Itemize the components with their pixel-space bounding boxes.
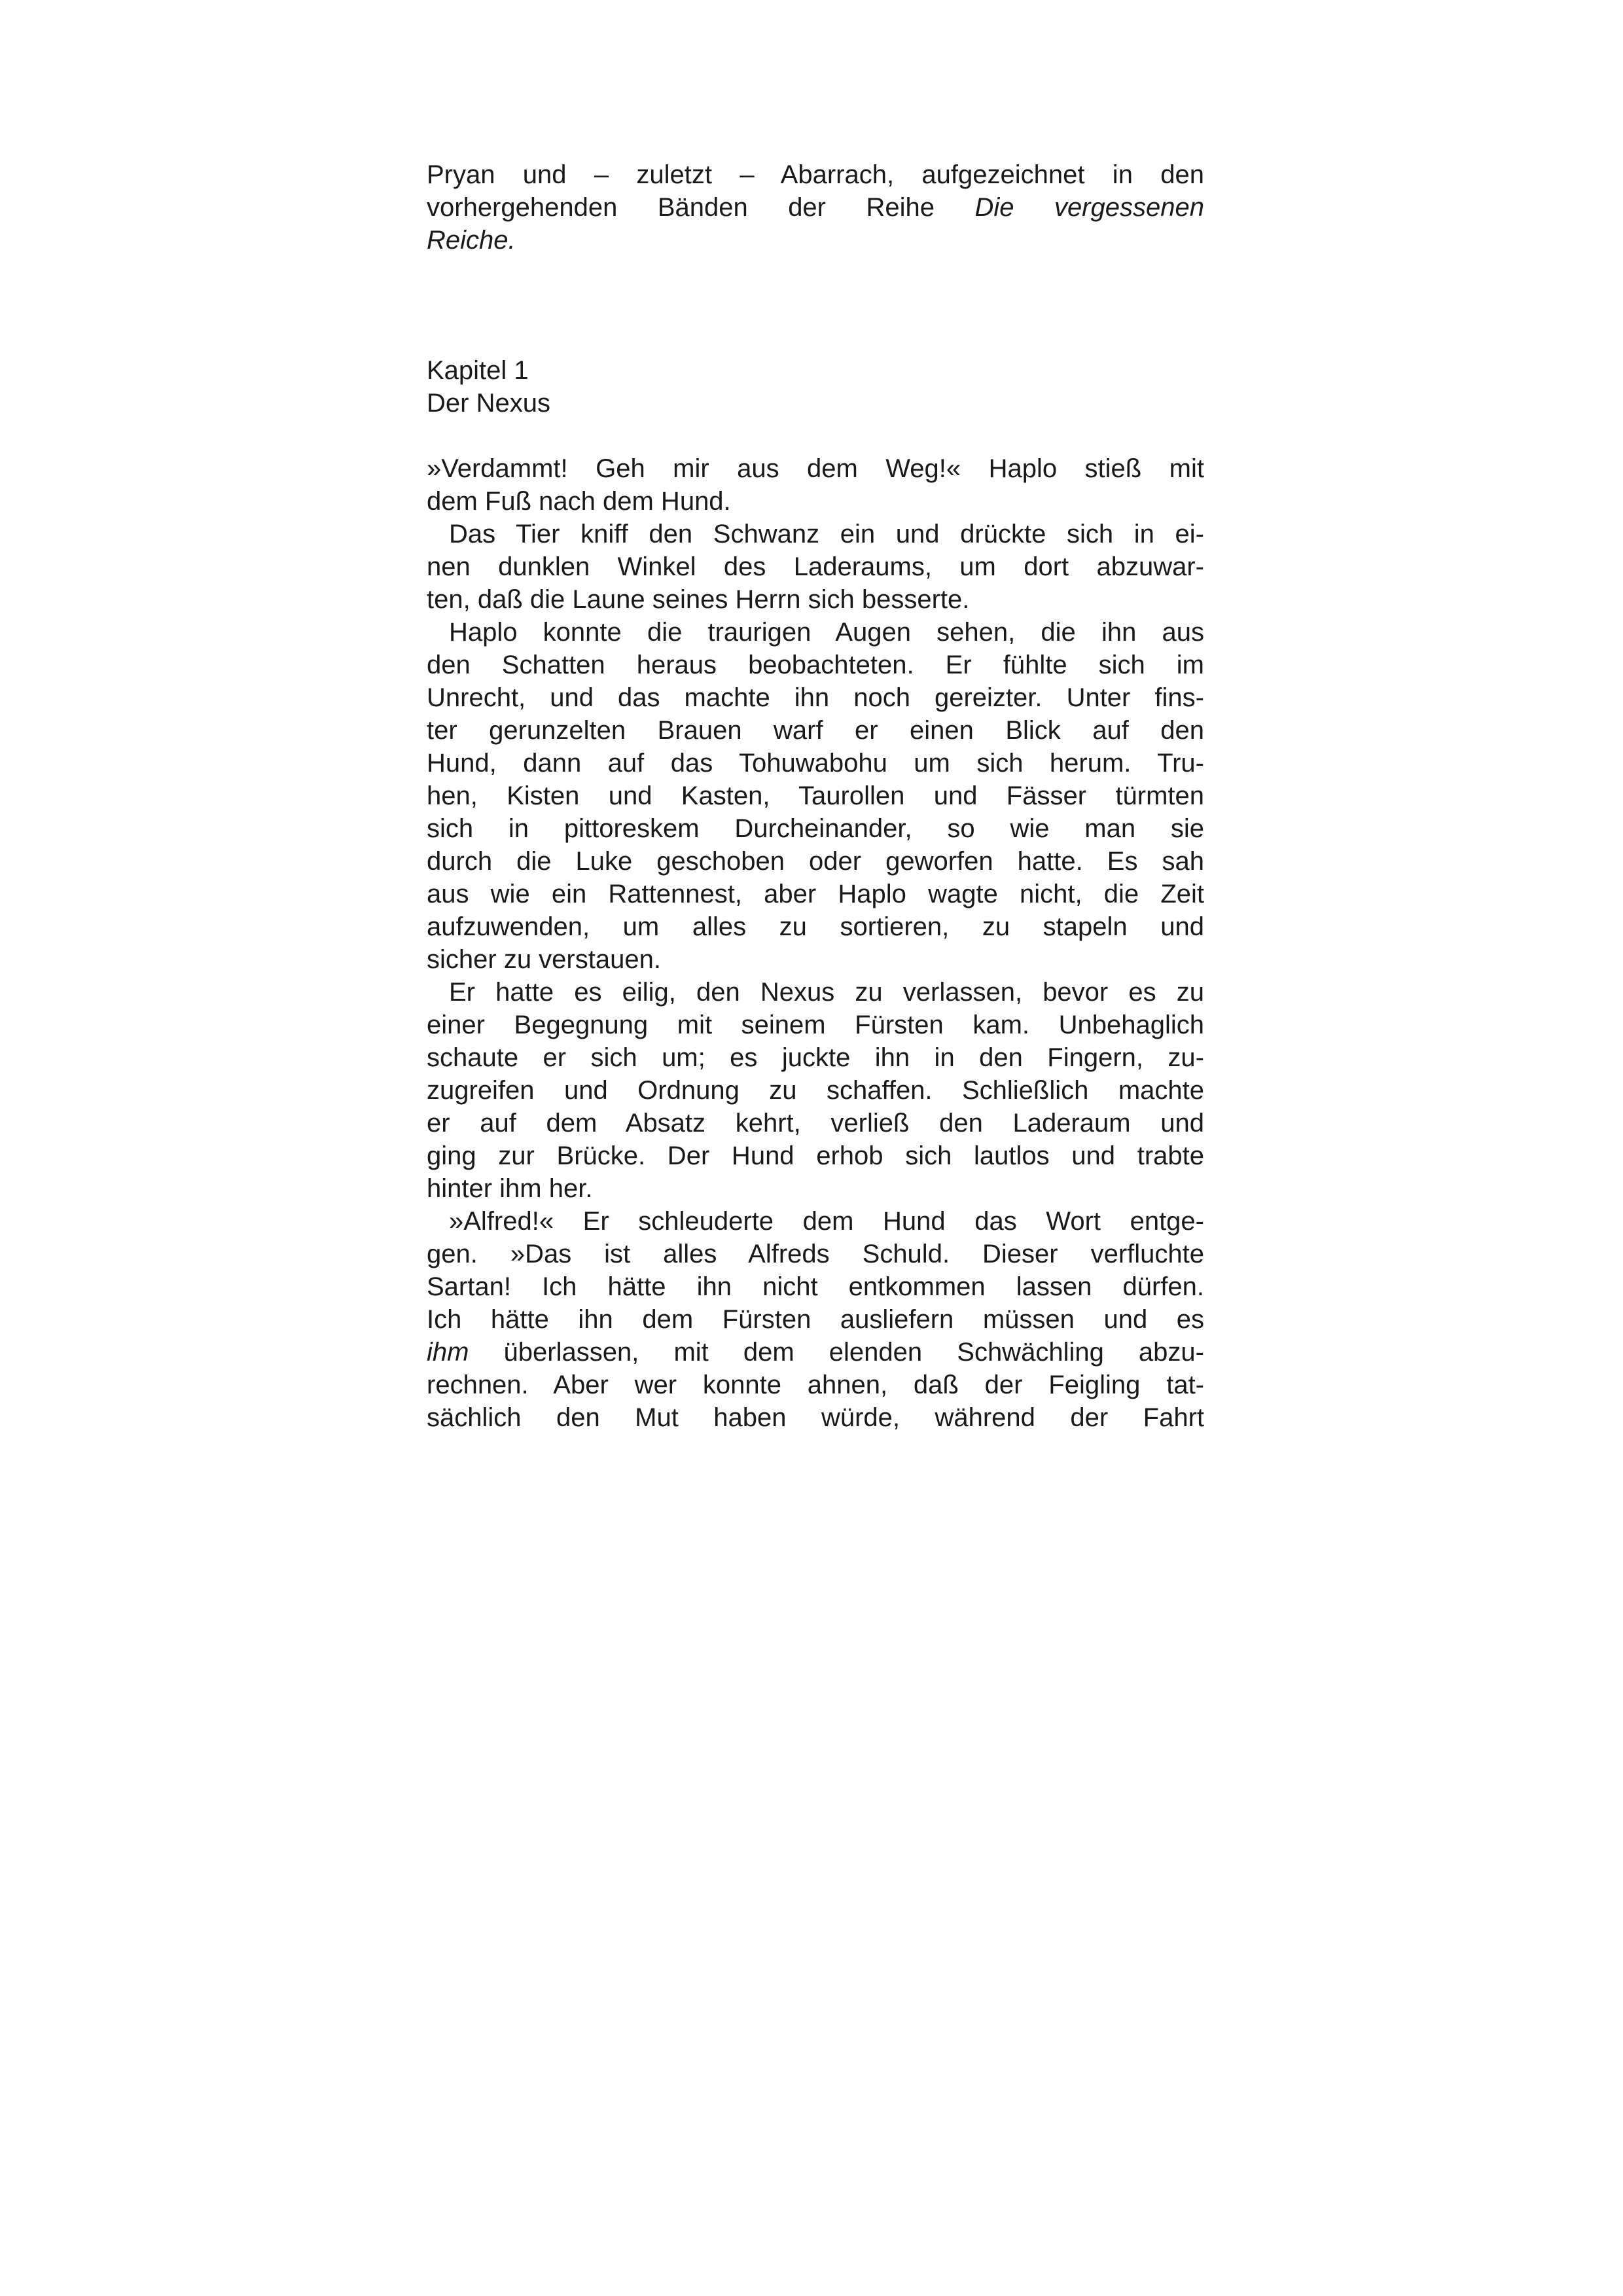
paragraph-line-with-emphasis xyxy=(427,1336,1204,1369)
chapter-title: Der Nexus xyxy=(427,389,550,418)
paragraph-line: hinter ihm her. xyxy=(427,1174,593,1203)
paragraph-line: ging zur Brücke. Der Hund erhob sich lautlos und trabte xyxy=(427,1141,1204,1170)
paragraph-line: Unrecht, und das machte ihn noch gereizter. Unter fins- xyxy=(427,683,1204,712)
paragraph-line: dem Fuß nach dem Hund. xyxy=(427,487,731,516)
paragraph-line: schaute er sich um; es juckte ihn in den Fingern, zu- xyxy=(427,1043,1204,1072)
paragraph-line: sächlich den Mut haben würde, während der Fahrt xyxy=(427,1403,1204,1432)
paragraph-line: Er hatte es eilig, den Nexus zu verlassen, bevor es zu xyxy=(449,978,1204,1007)
paragraph-line: Hund, dann auf das Tohuwabohu um sich herum. Tru- xyxy=(427,749,1204,778)
paragraph-line: ter gerunzelten Brauen warf er einen Blick auf den xyxy=(427,716,1204,745)
paragraph-line: durch die Luke geschoben oder geworfen hatte. Es sah xyxy=(427,847,1204,876)
paragraph-line: zugreifen und Ordnung zu schaffen. Schließlich machte xyxy=(427,1076,1204,1105)
paragraph-line: Das Tier kniff den Schwanz ein und drückte sich in ei- xyxy=(449,520,1204,548)
emphasis-word: ihm xyxy=(427,1338,469,1367)
paragraph-line: Sartan! Ich hätte ihn nicht entkommen lassen dürfen. xyxy=(427,1272,1204,1301)
paragraph-line: ten, daß die Laune seines Herrn sich besserte. xyxy=(427,585,970,614)
intro-line-text: vorhergehenden Bänden der Reihe xyxy=(427,193,935,222)
paragraph-line: Ich hätte ihn dem Fürsten ausliefern müssen und es xyxy=(427,1305,1204,1334)
paragraph-line: sich in pittoreskem Durcheinander, so wie man sie xyxy=(427,814,1204,843)
paragraph-line: aufzuwenden, um alles zu sortieren, zu stapeln und xyxy=(427,912,1204,941)
paragraph-line: er auf dem Absatz kehrt, verließ den Laderaum und xyxy=(427,1109,1204,1138)
intro-line: Pryan und – zuletzt – Abarrach, aufgezeichnet in den xyxy=(427,160,1204,189)
paragraph-line: rechnen. Aber wer konnte ahnen, daß der Feigling tat- xyxy=(427,1371,1204,1399)
paragraph-line: »Alfred!« Er schleuderte dem Hund das Wort entge- xyxy=(449,1207,1204,1236)
intro-line-with-title xyxy=(427,191,1204,224)
intro-line-italic xyxy=(427,224,516,257)
paragraph-line: nen dunklen Winkel des Laderaums, um dort abzuwar- xyxy=(427,552,1204,581)
paragraph-line: sicher zu verstauen. xyxy=(427,945,661,974)
series-title: Die vergessenen xyxy=(974,193,1204,222)
paragraph-line: aus wie ein Rattennest, aber Haplo wagte nicht, die Zeit xyxy=(427,880,1204,908)
paragraph-line: Haplo konnte die traurigen Augen sehen, die ihn aus xyxy=(449,618,1204,647)
paragraph-line: »Verdammt! Geh mir aus dem Weg!« Haplo stieß mit xyxy=(427,454,1204,483)
paragraph-line: hen, Kisten und Kasten, Taurollen und Fässer türmten xyxy=(427,781,1204,810)
paragraph-line-text: überlassen, mit dem elenden Schwächling abzu- xyxy=(469,1338,1204,1367)
paragraph-line: gen. »Das ist alles Alfreds Schuld. Dieser verfluchte xyxy=(427,1240,1204,1268)
paragraph-line: einer Begegnung mit seinem Fürsten kam. Unbehaglich xyxy=(427,1011,1204,1039)
chapter-number: Kapitel 1 xyxy=(427,356,529,385)
series-title-end: Reiche. xyxy=(427,226,516,255)
paragraph-line: den Schatten heraus beobachteten. Er fühlte sich im xyxy=(427,651,1204,679)
